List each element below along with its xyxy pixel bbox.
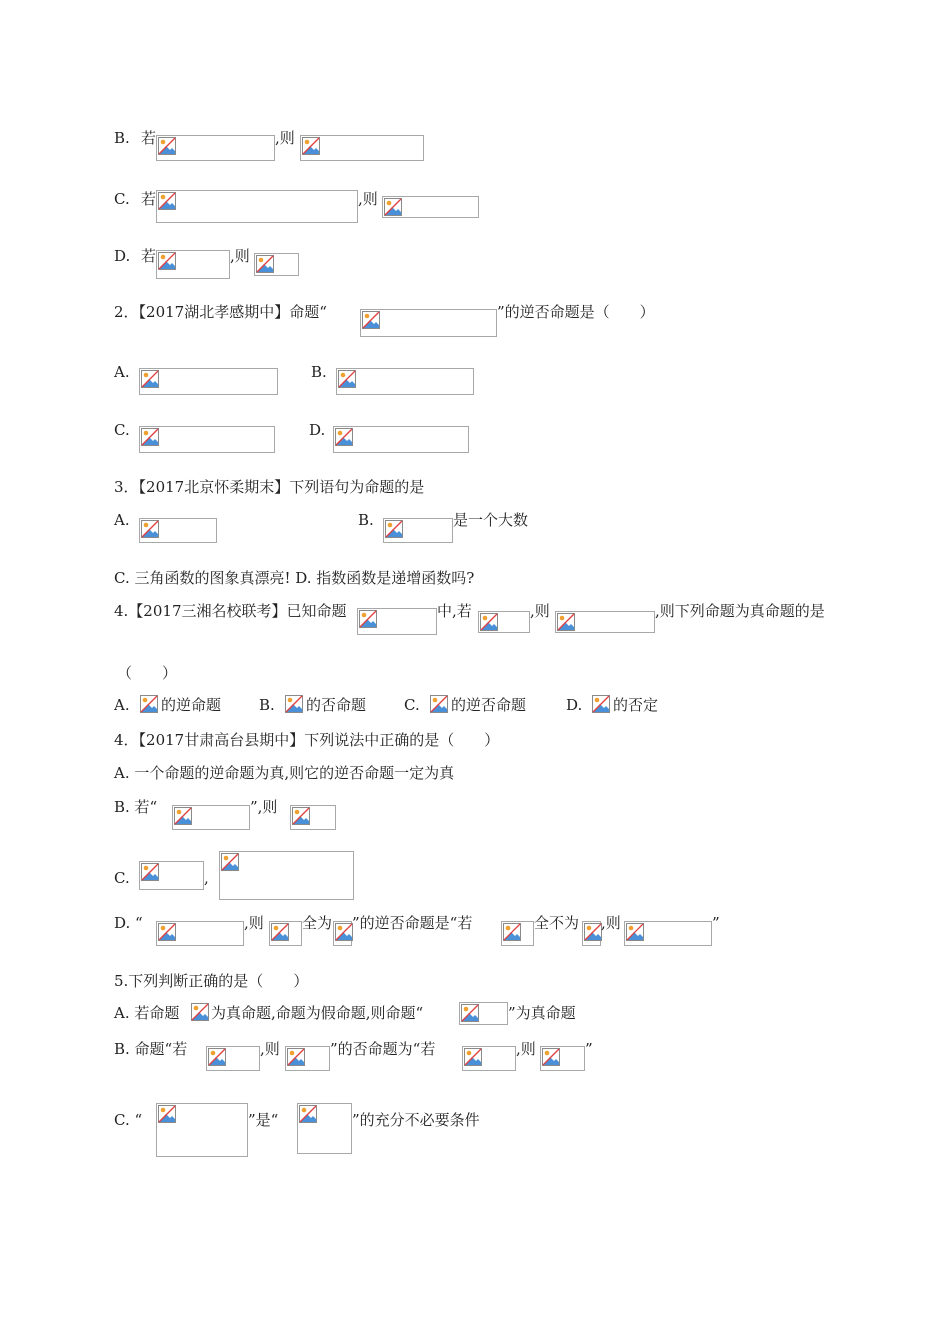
q1-option-b-label: B. <box>114 129 130 147</box>
q4a-stem-2: 中,若 <box>437 602 472 620</box>
q5-stem: 5.下列判断正确的是（ ） <box>114 972 309 990</box>
formula-image <box>383 518 453 543</box>
formula-image <box>459 1002 508 1025</box>
q4a-option-d-label: D. <box>566 696 583 714</box>
q3-options-cd: C. 三角函数的图象真漂亮! D. 指数函数是递增函数吗? <box>114 569 475 587</box>
broken-image-icon <box>302 137 320 155</box>
q3-option-b-label: B. <box>358 511 374 529</box>
broken-image-icon <box>141 428 159 446</box>
q5-option-b-3: ”的否命题为“若 <box>330 1040 436 1058</box>
broken-image-icon <box>362 311 380 329</box>
broken-image-icon <box>592 695 610 713</box>
formula-image <box>290 805 336 830</box>
broken-image-icon <box>174 807 192 825</box>
q2-stem-start: 2．【2017湖北孝感期中】命题“ <box>114 303 327 321</box>
broken-image-icon <box>385 520 403 538</box>
q2-option-d-label: D. <box>309 421 326 439</box>
q1-option-c-if: 若 <box>141 190 157 208</box>
formula-image <box>139 694 160 715</box>
broken-image-icon <box>271 923 289 941</box>
broken-image-icon <box>335 923 353 941</box>
q2-option-c-label: C. <box>114 421 130 439</box>
q4a-option-c-label: C. <box>404 696 420 714</box>
q4b-option-b-start: B. 若“ <box>114 798 158 816</box>
broken-image-icon <box>221 853 239 871</box>
formula-image <box>172 805 250 830</box>
formula-image <box>156 190 358 223</box>
broken-image-icon <box>384 198 402 216</box>
formula-image <box>219 851 354 900</box>
q3-stem: 3．【2017北京怀柔期末】下列语句为命题的是 <box>114 478 425 496</box>
broken-image-icon <box>140 695 158 713</box>
broken-image-icon <box>191 1003 209 1021</box>
q4a-option-a-label: A. <box>114 696 130 714</box>
q1-option-c-label: C. <box>114 190 130 208</box>
formula-image <box>333 426 469 453</box>
formula-image <box>139 368 278 395</box>
q5-option-c-2: ”是“ <box>248 1111 279 1129</box>
formula-image <box>156 135 275 161</box>
q5-option-b-1: B. 命题“若 <box>114 1040 188 1058</box>
q2-option-a-label: A. <box>114 363 130 381</box>
q1-option-d-if: 若 <box>141 247 157 265</box>
formula-image <box>285 1046 330 1071</box>
broken-image-icon <box>292 807 310 825</box>
q2-option-b-label: B. <box>311 363 327 381</box>
broken-image-icon <box>141 370 159 388</box>
formula-image <box>269 921 302 946</box>
q5-option-a-2: 为真命题,命题为假命题,则命题“ <box>211 1004 424 1022</box>
q5-option-c-1: C. “ <box>114 1111 143 1129</box>
broken-image-icon <box>359 610 377 628</box>
broken-image-icon <box>626 923 644 941</box>
q4b-option-c-label: C. <box>114 869 130 887</box>
q5-option-b-5: ” <box>585 1040 593 1058</box>
q5-option-b-2: ,则 <box>260 1040 280 1058</box>
q1-option-d-then: ,则 <box>230 247 250 265</box>
q4a-option-b-label: B. <box>259 696 275 714</box>
q4b-option-b-mid: ”,则 <box>250 798 278 816</box>
q1-option-b-then: ,则 <box>275 129 295 147</box>
broken-image-icon <box>141 520 159 538</box>
broken-image-icon <box>208 1048 226 1066</box>
q3-option-b-text: 是一个大数 <box>453 511 529 529</box>
q1-option-c-then: ,则 <box>358 190 378 208</box>
q4a-option-b-text: 的否命题 <box>306 696 367 714</box>
formula-image <box>624 921 712 946</box>
formula-image <box>156 1103 248 1157</box>
q1-option-b-if: 若 <box>141 129 157 147</box>
q4b-option-d-1: D. “ <box>114 914 143 932</box>
formula-image <box>254 253 299 276</box>
q4b-option-d-4: ”的逆否命题是“若 <box>352 914 473 932</box>
q4b-option-d-2: ,则 <box>244 914 264 932</box>
formula-image <box>429 694 450 715</box>
broken-image-icon <box>256 255 274 273</box>
broken-image-icon <box>335 428 353 446</box>
q4b-option-a: A. 一个命题的逆命题为真,则它的逆否命题一定为真 <box>114 764 455 782</box>
q2-stem-end: ”的逆否命题是（ ） <box>497 303 655 321</box>
formula-image <box>591 694 612 715</box>
formula-image <box>336 368 474 395</box>
formula-image <box>156 250 230 279</box>
formula-image <box>382 196 479 218</box>
formula-image <box>284 694 305 715</box>
broken-image-icon <box>158 192 176 210</box>
formula-image <box>156 921 244 946</box>
q3-option-a-label: A. <box>114 511 130 529</box>
q4a-stem-1: 4.【2017三湘名校联考】已知命题 <box>114 602 347 620</box>
formula-image <box>139 861 204 890</box>
formula-image <box>139 426 275 453</box>
broken-image-icon <box>141 863 159 881</box>
formula-image <box>206 1046 260 1071</box>
formula-image <box>190 1002 211 1023</box>
q5-option-b-4: ,则 <box>516 1040 536 1058</box>
broken-image-icon <box>430 695 448 713</box>
formula-image <box>501 921 534 946</box>
broken-image-icon <box>158 923 176 941</box>
broken-image-icon <box>158 137 176 155</box>
q1-option-d-label: D. <box>114 247 131 265</box>
formula-image <box>555 611 655 633</box>
q5-option-a-1: A. 若命题 <box>114 1004 180 1022</box>
broken-image-icon <box>285 695 303 713</box>
broken-image-icon <box>158 1105 176 1123</box>
formula-image <box>582 921 601 946</box>
formula-image <box>540 1046 585 1071</box>
broken-image-icon <box>584 923 602 941</box>
q4b-option-c-comma: , <box>204 869 209 887</box>
broken-image-icon <box>557 613 575 631</box>
broken-image-icon <box>299 1105 317 1123</box>
q5-option-c-3: ”的充分不必要条件 <box>352 1111 480 1129</box>
formula-image <box>360 309 497 337</box>
broken-image-icon <box>287 1048 305 1066</box>
broken-image-icon <box>464 1048 482 1066</box>
formula-image <box>478 611 530 633</box>
q5-option-a-3: ”为真命题 <box>508 1004 576 1022</box>
broken-image-icon <box>158 252 176 270</box>
q4b-option-d-3: 全为 <box>302 914 333 932</box>
q4b-option-d-6: ,则 <box>601 914 621 932</box>
q4a-option-a-text: 的逆命题 <box>161 696 222 714</box>
q4a-stem-4: ,则下列命题为真命题的是 <box>655 602 825 620</box>
q4a-answer-paren: （ ） <box>117 664 178 682</box>
q4a-option-c-text: 的逆否命题 <box>451 696 527 714</box>
q4a-stem-3: ,则 <box>530 602 550 620</box>
broken-image-icon <box>542 1048 560 1066</box>
broken-image-icon <box>503 923 521 941</box>
broken-image-icon <box>338 370 356 388</box>
formula-image <box>462 1046 516 1071</box>
q4a-option-d-text: 的否定 <box>613 696 659 714</box>
formula-image <box>357 608 437 635</box>
formula-image <box>300 135 424 161</box>
broken-image-icon <box>480 613 498 631</box>
formula-image <box>139 518 217 543</box>
broken-image-icon <box>461 1004 479 1022</box>
formula-image <box>297 1103 352 1154</box>
formula-image <box>333 921 352 946</box>
q4b-stem: 4．【2017甘肃高台县期中】下列说法中正确的是（ ） <box>114 731 500 749</box>
q4b-option-d-7: ” <box>712 914 720 932</box>
q4b-option-d-5: 全不为 <box>534 914 580 932</box>
